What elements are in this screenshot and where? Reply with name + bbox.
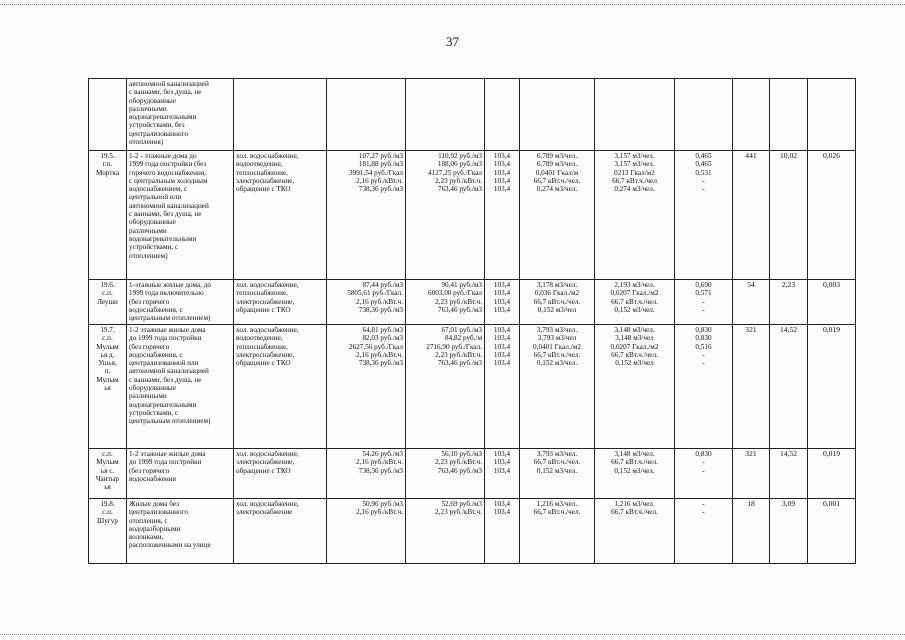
tariff-current-cell xyxy=(327,151,406,280)
index-line: 103,4 xyxy=(493,326,511,334)
share-cell: 0,001 xyxy=(808,499,856,564)
description-cell xyxy=(127,325,234,449)
norm-first-line: 3,178 м3/чел. xyxy=(536,281,578,289)
services-line: обращение с ТКО xyxy=(236,305,291,314)
tariff-current-line: 2,16 руб./кВт.ч. xyxy=(356,176,403,185)
index-line: 103,4 xyxy=(493,359,511,368)
tariff-next-line: 763,46 руб./м3 xyxy=(437,359,482,368)
tariff-next-line: 67,01 руб./м3 xyxy=(441,326,482,334)
description-line: центральным отоплением) xyxy=(129,314,211,323)
services-line: электроснабжение, xyxy=(236,297,295,306)
tariff-table xyxy=(88,78,856,564)
count-cell: 54 xyxy=(733,280,770,325)
norm-first-cell xyxy=(520,499,595,564)
services-line: хол. водоснабжение, xyxy=(236,281,299,289)
share-cell xyxy=(808,79,856,151)
services-line: электроснабжение, xyxy=(236,176,295,185)
item-line: Леуши xyxy=(97,297,118,306)
description-line: водонагревательными xyxy=(129,234,197,243)
count-cell: 321 xyxy=(733,325,770,449)
norm-first-line: 3,793 м3/чел. xyxy=(536,326,578,334)
tariff-current-line: 738,36 руб./м3 xyxy=(358,185,403,194)
description-line: автономной канализацией xyxy=(129,201,209,210)
tariff-next-cell xyxy=(406,499,485,564)
norm-second-cell xyxy=(595,325,675,449)
services-line: обращение с ТКО xyxy=(236,185,291,194)
tariff-current-line: 107,27 руб./м3 xyxy=(358,152,403,160)
tariff-next-line: 2716,90 руб./Гкал. xyxy=(426,342,482,351)
description-line: отопления) xyxy=(129,138,164,147)
tariff-current-line: 738,36 руб./м3 xyxy=(358,359,403,368)
table-row xyxy=(89,325,856,449)
coefficient-cell xyxy=(675,499,733,564)
tariff-current-cell xyxy=(327,280,406,325)
description-cell xyxy=(127,151,234,280)
tariff-current-line: 2,16 руб./кВт.ч. xyxy=(356,508,403,517)
tariff-next-cell xyxy=(406,325,485,449)
index-line: 103,4 xyxy=(493,458,511,467)
tariff-next-line: 90,41 руб./м3 xyxy=(441,281,482,289)
item-line: с.п. xyxy=(102,450,113,458)
coefficient-line: - xyxy=(702,297,705,306)
services-line: электроснабжение xyxy=(236,508,293,517)
item-line: ья д. xyxy=(100,350,115,359)
item-line: 19.8. xyxy=(100,500,115,508)
item-line: 19.5. xyxy=(100,152,115,160)
item-line: Мулым xyxy=(96,342,119,351)
tariff-current-line: 64,81 руб./м3 xyxy=(362,326,403,334)
coefficient-line: - xyxy=(702,359,705,368)
value-cell: 14,52 xyxy=(770,325,808,449)
services-line: хол. водоснабжение, xyxy=(236,326,299,334)
item-line: Мулым xyxy=(96,375,119,384)
norm-second-line: 0,152 м3/чел xyxy=(615,359,654,368)
norm-first-cell xyxy=(520,449,595,499)
description-line: 1-этажные жилые дома, до xyxy=(129,281,211,289)
description-line: (без горячего xyxy=(129,297,170,306)
description-line: Жилые дома без xyxy=(129,500,179,508)
value-cell: 14,52 xyxy=(770,449,808,499)
index-line: 103,4 xyxy=(493,152,511,160)
norm-first-line: 66,7 кВт.ч./чел. xyxy=(533,508,581,517)
table-row xyxy=(89,280,856,325)
coefficient-line: 0,516 xyxy=(695,342,712,351)
item-cell xyxy=(89,79,127,151)
tariff-current-line: 2,16 руб./кВт.ч. xyxy=(356,458,403,467)
tariff-current-cell xyxy=(327,449,406,499)
norm-second-cell xyxy=(595,449,675,499)
value-cell: 10,02 xyxy=(770,151,808,280)
norm-second-cell xyxy=(595,280,675,325)
services-line: теплоснабжение, xyxy=(236,289,288,298)
scan-top-edge xyxy=(0,4,905,5)
description-line: водонагревательными xyxy=(129,400,197,409)
description-line: водонагревательными xyxy=(129,113,197,122)
item-line: с.п. xyxy=(102,508,113,517)
index-cell xyxy=(485,79,520,151)
description-line: оборудованные xyxy=(129,384,176,393)
coefficient-line: 0,830 xyxy=(695,450,712,458)
tariff-next-line: 4127,25 руб./Гкал xyxy=(428,168,482,177)
norm-second-line: 3,148 м3/чел. xyxy=(614,326,655,334)
norm-first-line: 3,793 м3/чел. xyxy=(536,450,578,458)
services-line: электроснабжение, xyxy=(236,350,295,359)
index-cell xyxy=(485,325,520,449)
description-line: отоплением) xyxy=(129,251,168,260)
tariff-current-cell xyxy=(327,499,406,564)
count-cell: 441 xyxy=(733,151,770,280)
coefficient-line: 0,690 xyxy=(695,281,712,289)
description-cell xyxy=(127,499,234,564)
description-line: водоснабжения, с xyxy=(129,350,183,359)
item-line: п. xyxy=(104,367,111,376)
item-line: Шугур xyxy=(97,516,118,525)
coefficient-line: - xyxy=(702,350,705,359)
description-line: автономной канализацией xyxy=(129,367,209,376)
services-cell xyxy=(234,449,327,499)
item-line: Ушья, xyxy=(98,359,117,368)
norm-first-line: 6,789 м3/чел. xyxy=(536,152,578,160)
share-cell: 0,019 xyxy=(808,325,856,449)
norm-second-cell xyxy=(595,79,675,151)
services-line: водоотведение, xyxy=(236,334,283,343)
count-cell xyxy=(733,79,770,151)
description-line: централизованной или xyxy=(129,359,199,368)
index-cell xyxy=(485,280,520,325)
tariff-current-line: 2627,56 руб./Гкал xyxy=(349,342,403,351)
item-line: Чантыр xyxy=(95,474,120,483)
services-cell xyxy=(234,325,327,449)
description-line: различными xyxy=(129,104,167,113)
description-line: расположенными на улице xyxy=(129,541,211,550)
description-cell xyxy=(127,79,234,151)
norm-second-line: 66,7 кВт.ч./чел. xyxy=(611,297,658,306)
tariff-next-line: 84,82 руб./м xyxy=(445,334,482,343)
value-cell xyxy=(770,79,808,151)
tariff-next-line: 2,23 руб./кВт.ч. xyxy=(435,176,482,185)
description-line: различными xyxy=(129,226,167,235)
index-line: 103,4 xyxy=(493,466,511,475)
share-cell: 0,019 xyxy=(808,449,856,499)
index-line: 103,4 xyxy=(493,168,511,177)
page-number: 37 xyxy=(446,34,459,49)
norm-second-line: 3,157 м3/чел. xyxy=(614,152,655,160)
services-line: хол. водоснабжение, xyxy=(236,500,299,508)
tariff-current-line: 50,96 руб./м3 xyxy=(362,500,403,508)
norm-second-line: 0213 Гкал/м2 xyxy=(614,168,655,177)
norm-second-line: 0,0207 Гкал./м2 xyxy=(610,289,659,298)
tariff-current-line: 2,16 руб./кВт.ч. xyxy=(356,297,403,306)
tariff-next-line: 52,69 руб./м3 xyxy=(441,500,482,508)
description-line: с центральным холодным xyxy=(129,176,208,185)
tariff-next-line: 2,23 руб./кВт.ч. xyxy=(435,458,482,467)
norm-second-line: 0,152 м3/чел. xyxy=(614,305,655,314)
norm-second-line: 0,152 м3/чел. xyxy=(614,466,655,475)
index-line: 103,4 xyxy=(493,334,511,343)
services-cell xyxy=(234,151,327,280)
description-line: оборудованные xyxy=(129,96,176,105)
coefficient-line: 0,830 xyxy=(695,326,712,334)
description-line: с ваннами, без душа, не xyxy=(129,88,202,97)
norm-second-line: 66,7 кВт.ч./чел. xyxy=(611,350,658,359)
coefficient-line: - xyxy=(702,305,705,314)
coefficient-line: 0,830 xyxy=(695,334,712,343)
coefficient-line: - xyxy=(702,458,705,467)
index-line: 103,4 xyxy=(493,160,511,169)
description-line: водоразборными xyxy=(129,524,181,533)
value-cell: 2,23 xyxy=(770,280,808,325)
index-cell xyxy=(485,151,520,280)
norm-first-cell xyxy=(520,79,595,151)
services-line: обращение с ТКО xyxy=(236,359,291,368)
tariff-next-cell xyxy=(406,151,485,280)
tariff-current-line: 3991,54 руб./Гкал xyxy=(349,168,403,177)
table-row xyxy=(89,151,856,280)
norm-second-line: 3,148 м3/чел. xyxy=(614,450,655,458)
index-line: 103,4 xyxy=(493,500,511,508)
table-row xyxy=(89,449,856,499)
coefficient-cell xyxy=(675,325,733,449)
description-cell xyxy=(127,449,234,499)
services-line: электроснабжение, xyxy=(236,458,295,467)
item-line: Мулым xyxy=(96,458,119,467)
norm-second-cell xyxy=(595,151,675,280)
item-cell xyxy=(89,499,127,564)
tariff-current-line: 2,16 руб./кВт.ч. xyxy=(356,350,403,359)
value-cell: 3,09 xyxy=(770,499,808,564)
description-line: 1999 года включительно xyxy=(129,289,204,298)
description-line: центральным отоплением) xyxy=(129,417,211,426)
norm-second-line: 66,7 кВт.ч./чел. xyxy=(611,508,658,517)
tariff-next-line: 763,46 руб./м3 xyxy=(437,185,482,194)
item-line: ья xyxy=(104,483,111,492)
description-line: автономной канализацией xyxy=(129,80,209,88)
table-body xyxy=(89,79,856,564)
tariff-current-cell xyxy=(327,79,406,151)
norm-first-line: 66,7 кВт.ч./чел. xyxy=(533,350,581,359)
services-cell xyxy=(234,499,327,564)
index-line: 103,4 xyxy=(493,281,511,289)
description-line: устройствами, с xyxy=(129,243,179,252)
index-line: 103,4 xyxy=(493,350,511,359)
norm-second-line: 0,274 м3/чел. xyxy=(614,185,655,194)
item-cell xyxy=(89,280,127,325)
norm-first-line: 0,274 м3/чел. xyxy=(536,185,578,194)
services-line: водоотведение, xyxy=(236,160,283,169)
item-line: Мортка xyxy=(95,168,120,177)
index-line: 103,4 xyxy=(493,289,511,298)
description-line: оборудованные xyxy=(129,218,176,227)
services-cell xyxy=(234,280,327,325)
description-line: (без горячего xyxy=(129,466,170,475)
count-cell: 321 xyxy=(733,449,770,499)
item-line: ья с. xyxy=(100,466,115,475)
tariff-next-line: 2,23 руб./кВт.ч. xyxy=(435,297,482,306)
coefficient-line: - xyxy=(702,176,705,185)
coefficient-cell xyxy=(675,79,733,151)
tariff-current-line: 738,36 руб./м3 xyxy=(358,466,403,475)
norm-first-line: 0,152 м3/чел. xyxy=(536,359,578,368)
coefficient-cell xyxy=(675,449,733,499)
tariff-next-cell xyxy=(406,280,485,325)
index-line: 103,4 xyxy=(493,305,511,314)
tariff-next-line: 2,23 руб./кВт.ч. xyxy=(435,350,482,359)
index-line: 103,4 xyxy=(493,508,511,517)
coefficient-line: 0,571 xyxy=(695,289,712,298)
index-line: 103,4 xyxy=(493,342,511,351)
tariff-next-line: 763,46 руб./м3 xyxy=(437,466,482,475)
coefficient-line: - xyxy=(702,185,705,194)
norm-second-line: 0,0207 Гкал./м2 xyxy=(610,342,659,351)
table-row xyxy=(89,79,856,151)
norm-first-line: 66,7 кВт.ч./чел. xyxy=(533,176,581,185)
tariff-next-cell xyxy=(406,79,485,151)
coefficient-line: 0,465 xyxy=(695,160,712,169)
description-line: 1999 года постройки (без xyxy=(129,160,207,169)
item-cell xyxy=(89,325,127,449)
description-line: центральной или xyxy=(129,193,182,202)
scan-bottom-edge xyxy=(0,634,905,635)
description-line: колонками, xyxy=(129,533,164,542)
coefficient-line: 0,465 xyxy=(695,152,712,160)
services-line: хол. водоснабжение, xyxy=(236,450,299,458)
description-line: отопления, с xyxy=(129,516,168,525)
index-line: 103,4 xyxy=(493,176,511,185)
tariff-next-cell xyxy=(406,449,485,499)
item-line: 19.6. xyxy=(100,281,115,289)
description-line: различными xyxy=(129,392,167,401)
index-line: 103,4 xyxy=(493,450,511,458)
tariff-current-line: 54,26 руб./м3 xyxy=(362,450,403,458)
item-line: с.п. xyxy=(102,289,113,298)
tariff-current-line: 181,88 руб./м3 xyxy=(358,160,403,169)
item-line: с.п. xyxy=(102,334,113,343)
index-cell xyxy=(485,499,520,564)
services-line: обращение с ТКО xyxy=(236,466,291,475)
tariff-next-line: 2,23 руб./кВт.ч. xyxy=(435,508,482,517)
tariff-current-line: 87,44 руб./м3 xyxy=(362,281,403,289)
description-line: с ваннами, без душа, не xyxy=(129,375,202,384)
description-line: до 1999 года постройки xyxy=(129,334,202,343)
description-line: централизованного xyxy=(129,508,188,517)
norm-first-line: 0,0401 Гкал/м xyxy=(535,168,579,177)
norm-second-line: 3,148 м3/чел xyxy=(615,334,654,343)
tariff-current-line: 5805,61 руб./Гкал. xyxy=(347,289,403,298)
coefficient-cell xyxy=(675,151,733,280)
services-line: хол. водоснабжение, xyxy=(236,152,299,160)
tariff-next-line: 763,46 руб./м3 xyxy=(437,305,482,314)
description-line: до 1999 года постройки xyxy=(129,458,202,467)
coefficient-line: 0,531 xyxy=(695,168,712,177)
norm-first-cell xyxy=(520,151,595,280)
norm-first-line: 66,7 кВт.ч./чел. xyxy=(533,458,581,467)
description-line: водоснабжения, с xyxy=(129,305,183,314)
table-row xyxy=(89,499,856,564)
services-line: теплоснабжение, xyxy=(236,342,288,351)
item-cell xyxy=(89,449,127,499)
services-line: теплоснабжение, xyxy=(236,168,288,177)
tariff-next-line: 6003,00 руб./Гкал xyxy=(428,289,482,298)
norm-first-line: 0,0401 Гкал./м2 xyxy=(533,342,581,351)
norm-second-line: 3,157 м3/чел. xyxy=(614,160,655,169)
description-line: водоснабжением, с xyxy=(129,185,188,194)
description-line: 1-2 - этажные дома до xyxy=(129,152,197,160)
item-cell xyxy=(89,151,127,280)
norm-second-line: 66,7 кВт.ч./чел. xyxy=(611,458,658,467)
item-line: г.п. xyxy=(102,160,113,169)
description-line: горячего водоснабжения, xyxy=(129,168,206,177)
item-line: 19.7. xyxy=(100,326,115,334)
share-cell: 0,026 xyxy=(808,151,856,280)
tariff-current-line: 738,36 руб./м3 xyxy=(358,305,403,314)
share-cell: 0,003 xyxy=(808,280,856,325)
norm-second-line: 2,193 м3/чел. xyxy=(614,281,655,289)
tariff-next-line: 188,06 руб./м3 xyxy=(437,160,482,169)
index-line: 103,4 xyxy=(493,185,511,194)
description-line: 1-2 этажные жилые дома xyxy=(129,326,206,334)
tariff-current-line: 82,03 руб./м3 xyxy=(362,334,403,343)
norm-first-line: 0,152 м3/чел. xyxy=(536,466,578,475)
norm-first-cell xyxy=(520,280,595,325)
norm-second-line: 66,7 кВт.ч./чел xyxy=(612,176,657,185)
norm-first-line: 0,036 Гкал./м2 xyxy=(534,289,580,298)
tariff-next-line: 56,10 руб./м3 xyxy=(441,450,482,458)
coefficient-line: - xyxy=(702,508,705,517)
description-line: централизованного xyxy=(129,129,188,138)
description-line: устройствами, без xyxy=(129,121,185,130)
description-line: 1-2 этажные жилые дома xyxy=(129,450,206,458)
norm-first-line: 3,793 м3/чел xyxy=(537,334,577,343)
norm-first-line: 66,7 кВт.ч./чел. xyxy=(533,297,581,306)
index-cell xyxy=(485,449,520,499)
index-line: 103,4 xyxy=(493,297,511,306)
description-cell xyxy=(127,280,234,325)
coefficient-line: - xyxy=(702,466,705,475)
tariff-current-cell xyxy=(327,325,406,449)
norm-first-line: 1,216 м3/чел. xyxy=(536,500,578,508)
count-cell: 18 xyxy=(733,499,770,564)
norm-first-cell xyxy=(520,325,595,449)
item-line: ья xyxy=(104,384,111,393)
norm-second-line: 1,216 м3/чел. xyxy=(614,500,655,508)
tariff-next-line: 110,92 руб./м3 xyxy=(438,152,482,160)
coefficient-line: - xyxy=(702,500,705,508)
services-cell xyxy=(234,79,327,151)
norm-second-cell xyxy=(595,499,675,564)
description-line: устройствами, с xyxy=(129,408,179,417)
coefficient-cell xyxy=(675,280,733,325)
description-line: водоснабжения xyxy=(129,474,176,483)
norm-first-line: 6,789 м3/чел. xyxy=(536,160,578,169)
description-line: (без горячего xyxy=(129,342,170,351)
description-line: с ваннами, без душа, не xyxy=(129,210,202,219)
norm-first-line: 0,152 м3/чел xyxy=(537,305,577,314)
